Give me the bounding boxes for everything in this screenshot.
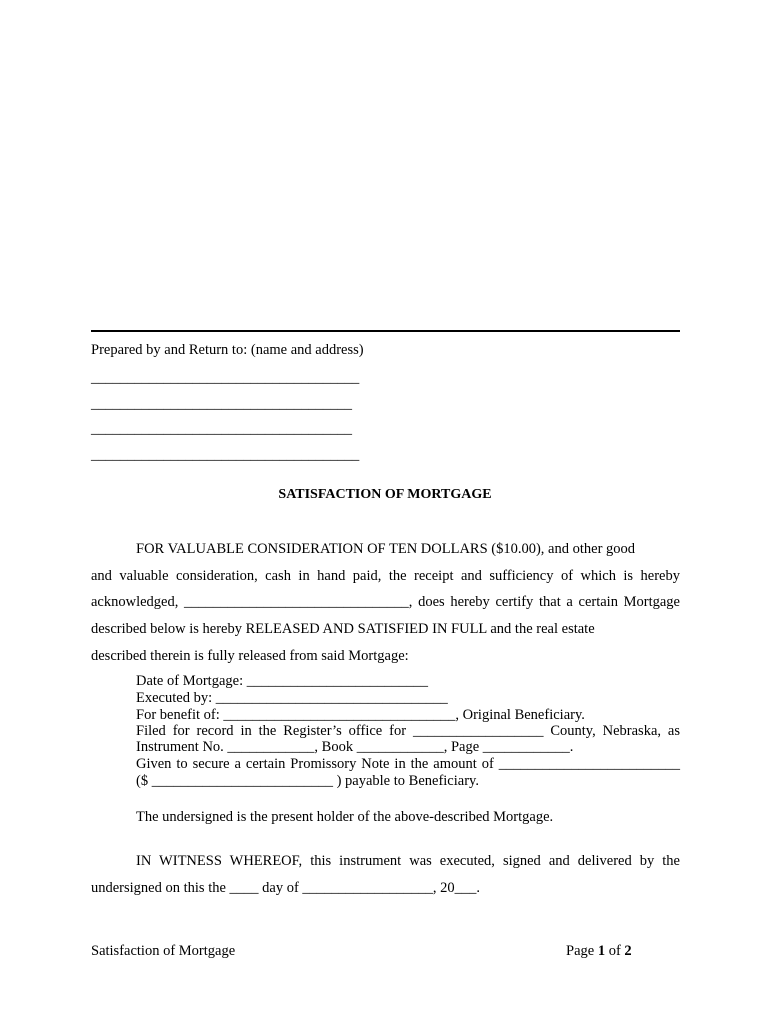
consideration-line-1: FOR VALUABLE CONSIDERATION OF TEN DOLLARS ($10.00), and other good [136, 541, 636, 557]
document-title: SATISFACTION OF MORTGAGE [278, 487, 492, 502]
consideration-line-5: described therein is fully released from said Mortgage: [91, 648, 409, 664]
witness-line-2: undersigned on this the ____ day of __________________, 20___. [91, 880, 481, 896]
page-of: of [608, 943, 621, 959]
page-word: Page [566, 943, 595, 959]
footer-form-name: Satisfaction of Mortgage [91, 943, 236, 959]
consideration-line-2: and valuable consideration, cash in hand paid, the receipt and sufficiency of which is hereby [91, 568, 680, 584]
page-number [566, 943, 632, 960]
consideration-line-4: described below is hereby RELEASED AND SATISFIED IN FULL and the real estate [91, 621, 595, 637]
for-benefit-of: For benefit of: ________________________________, Original Beneficiary. [136, 707, 585, 723]
page-current: 1 [597, 943, 606, 959]
payable-amount: ($ _________________________ ) payable to Beneficiary. [136, 773, 479, 789]
consideration-line-3: acknowledged, _______________________________, does hereby certify that a certain Mortgage [91, 594, 680, 610]
address-line-4: _____________________________________ [91, 447, 360, 463]
executed-by: Executed by: ________________________________ [136, 690, 448, 706]
promissory-note: Given to secure a certain Promissory Note in the amount of _________________________ [136, 756, 680, 772]
filed-for-record: Filed for record in the Register’s office for __________________ County, Nebraska, as [136, 723, 680, 739]
witness-line-1: IN WITNESS WHEREOF, this instrument was executed, signed and delivered by the [136, 853, 680, 869]
page-total: 2 [624, 943, 632, 959]
address-line-1: _____________________________________ [91, 370, 360, 386]
instrument-number: Instrument No. ____________, Book ____________, Page ____________. [136, 739, 574, 755]
address-line-3: ____________________________________ [91, 421, 352, 437]
date-of-mortgage: Date of Mortgage: _________________________ [136, 673, 428, 689]
holder-statement: The undersigned is the present holder of the above-described Mortgage. [136, 809, 554, 825]
header-divider [91, 330, 680, 332]
prepared-by-label: Prepared by and Return to: (name and address) [91, 342, 364, 358]
address-line-2: ____________________________________ [91, 396, 352, 412]
